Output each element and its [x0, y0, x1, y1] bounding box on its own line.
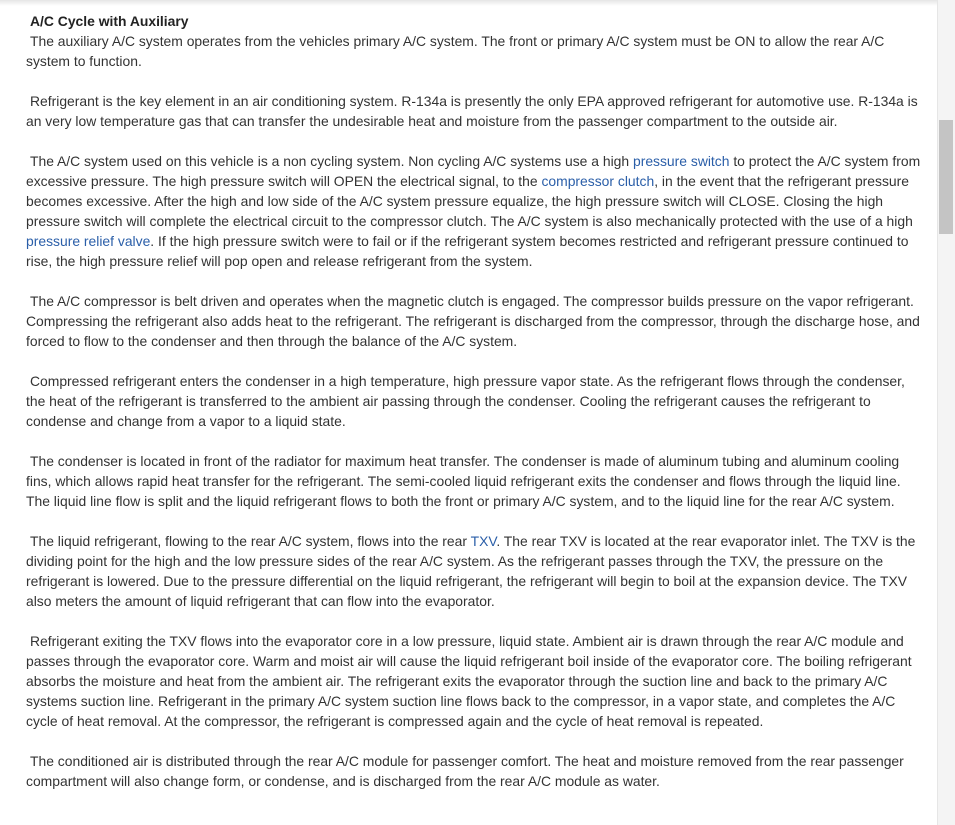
paragraph-text: , in the event that the refrigerant pressure becomes excessive. After the high and low side of the A/C system pressure equalize, the high pressure switch will CLOSE. Closing the high pressure switch will complete the electrical circuit to the compressor clutch. The A/C system is also mechanically protected with the use of a high — [26, 173, 913, 229]
paragraph-condenser-location: The condenser is located in front of the radiator for maximum heat transfer. The condenser is made of aluminum tubing and aluminum cooling fins, which allows rapid heat transfer for the refrigerant. The semi-cooled liquid refrigerant exits the condenser and flows through the liquid line. The liquid line flow is split and the liquid refrigerant flows to both the front or primary A/C system, and to the liquid line for the rear A/C system. — [26, 453, 901, 509]
paragraph-compressor: The A/C compressor is belt driven and operates when the magnetic clutch is engaged. The compressor builds pressure on the vapor refrigerant. Compressing the refrigerant also adds heat to the refrigerant. The refrigerant is discharged from the compressor, through the discharge hose, and forced to flow to the condenser and then through the balance of the A/C system. — [26, 293, 920, 349]
top-shadow — [0, 0, 945, 6]
compressor-clutch-link[interactable]: compressor clutch — [541, 173, 655, 189]
paragraph-text: The liquid refrigerant, flowing to the rear A/C system, flows into the rear — [30, 533, 471, 549]
paragraph-non-cycling-system — [26, 151, 926, 271]
paragraph-text: to protect the A/C system from excessive pressure. The high pressure switch will OPEN the electrical signal, to the — [26, 153, 921, 189]
section-title: A/C Cycle with Auxiliary — [30, 13, 189, 29]
paragraph-text: . If the high pressure switch were to fail or if the refrigerant system becomes restricted and refrigerant pressure continued to rise, the high pressure relief will pop open and release refrigerant from the system. — [26, 233, 909, 269]
paragraph-auxiliary-system: The auxiliary A/C system operates from the vehicles primary A/C system. The front or primary A/C system must be ON to allow the rear A/C system to function. — [26, 33, 885, 69]
paragraph-conditioned-air: The conditioned air is distributed through the rear A/C module for passenger comfort. The heat and moisture removed from the rear passenger compartment will also change form, or condense, and is discharged from the rear A/C module as water. — [26, 753, 904, 789]
pressure-switch-link[interactable]: pressure switch — [632, 153, 730, 169]
document-content — [26, 11, 926, 811]
paragraph-refrigerant: Refrigerant is the key element in an air conditioning system. R-134a is presently the only EPA approved refrigerant for automotive use. R-134a is an very low temperature gas that can transfer the undesirable heat and moisture from the passenger compartment to the outside air. — [26, 93, 918, 129]
paragraph-condenser-flow: Compressed refrigerant enters the condenser in a high temperature, high pressure vapor state. As the refrigerant flows through the condenser, the heat of the refrigerant is transferred to the ambient air passing through the condenser. Cooling the refrigerant causes the refrigerant to condense and change from a vapor to a liquid state. — [26, 373, 905, 429]
paragraph-text: The A/C system used on this vehicle is a non cycling system. Non cycling A/C systems use a high — [30, 153, 633, 169]
paragraph-text: . The rear TXV is located at the rear evaporator inlet. The TXV is the dividing point for the high and the low pressure sides of the rear A/C system. As the refrigerant passes through the TXV, the pressure on the refrigerant is lowered. Due to the pressure differential on the liquid refrigerant, the refrigerant will begin to boil at the expansion device. The TXV also meters the amount of liquid refrigerant that can flow into the evaporator. — [26, 533, 916, 609]
pressure-relief-valve-link[interactable]: pressure relief valve — [26, 233, 151, 249]
paragraph-evaporator: Refrigerant exiting the TXV flows into the evaporator core in a low pressure, liquid state. Ambient air is drawn through the rear A/C module and passes through the evaporator core. Warm and moist air will cause the liquid refrigerant boil inside of the evaporator core. The boiling refrigerant absorbs the moisture and heat from the ambient air. The refrigerant exits the evaporator through the suction line and back to the primary A/C systems suction line. Refrigerant in the primary A/C system suction line flows back to the compressor, in a vapor state, and completes the A/C cycle of heat removal. At the compressor, the refrigerant is compressed again and the cycle of heat removal is repeated. — [26, 633, 912, 729]
scrollbar-thumb[interactable] — [939, 120, 953, 234]
txv-link[interactable]: TXV — [470, 533, 497, 549]
paragraph-txv — [26, 531, 926, 611]
